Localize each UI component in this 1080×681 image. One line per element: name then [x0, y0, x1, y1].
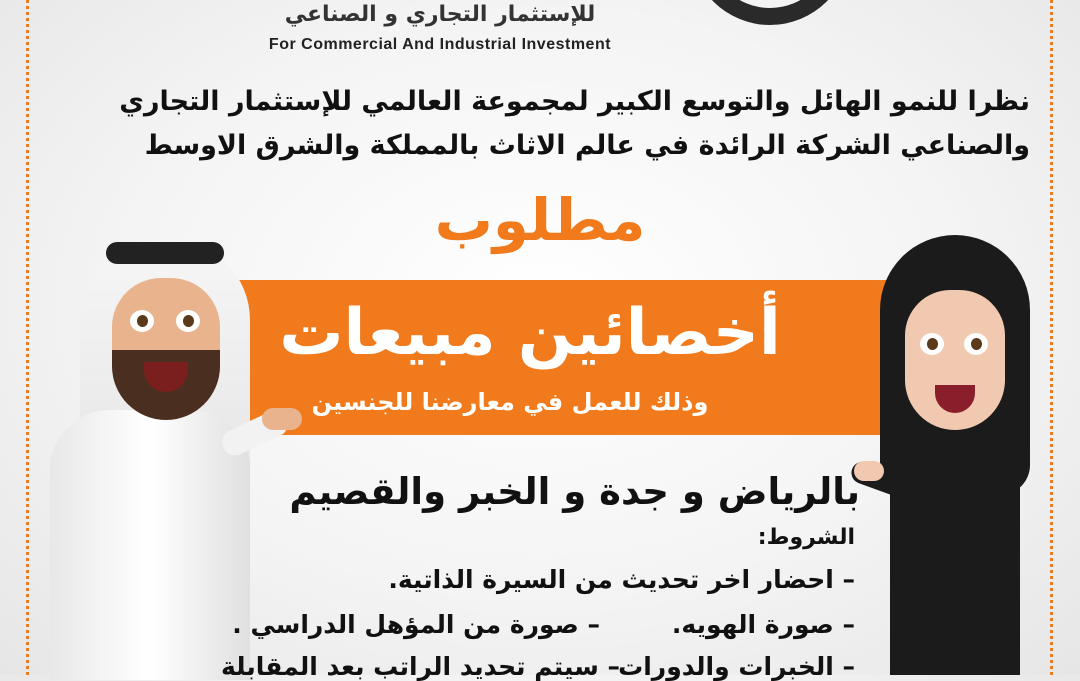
condition-item: – صورة الهويه.: [671, 610, 855, 639]
job-title: أخصائين مبيعات: [279, 296, 781, 370]
company-logo: [690, 0, 850, 25]
condition-item: – احضار اخر تحديث من السيرة الذاتية.: [388, 565, 855, 594]
condition-item: – صورة من المؤهل الدراسي .: [232, 610, 600, 639]
wanted-heading: مطلوب: [434, 186, 646, 254]
condition-item: – سيتم تحديد الراتب بعد المقابلة: [220, 652, 620, 681]
woman-illustration: [850, 235, 1040, 675]
company-name-english: For Commercial And Industrial Investment: [268, 36, 612, 53]
right-dotted-border: [1050, 0, 1053, 675]
job-subtitle: وذلك للعمل في معارضنا للجنسين: [311, 388, 709, 416]
man-illustration: [40, 230, 300, 675]
intro-line-2: والصناعي الشركة الرائدة في عالم الاثاث بالمملكة والشرق الاوسط: [144, 130, 1030, 161]
company-name-arabic: للإستثمار التجاري و الصناعي: [284, 2, 596, 27]
condition-item: – الخبرات والدورات: [618, 652, 855, 681]
conditions-title: الشروط:: [757, 525, 855, 550]
cities-line: بالرياض و جدة و الخبر والقصيم: [289, 470, 860, 513]
intro-line-1: نظرا للنمو الهائل والتوسع الكبير لمجموعة العالمي للإستثمار التجاري: [119, 86, 1030, 117]
left-dotted-border: [26, 0, 29, 675]
intro-paragraph: [40, 80, 1030, 168]
